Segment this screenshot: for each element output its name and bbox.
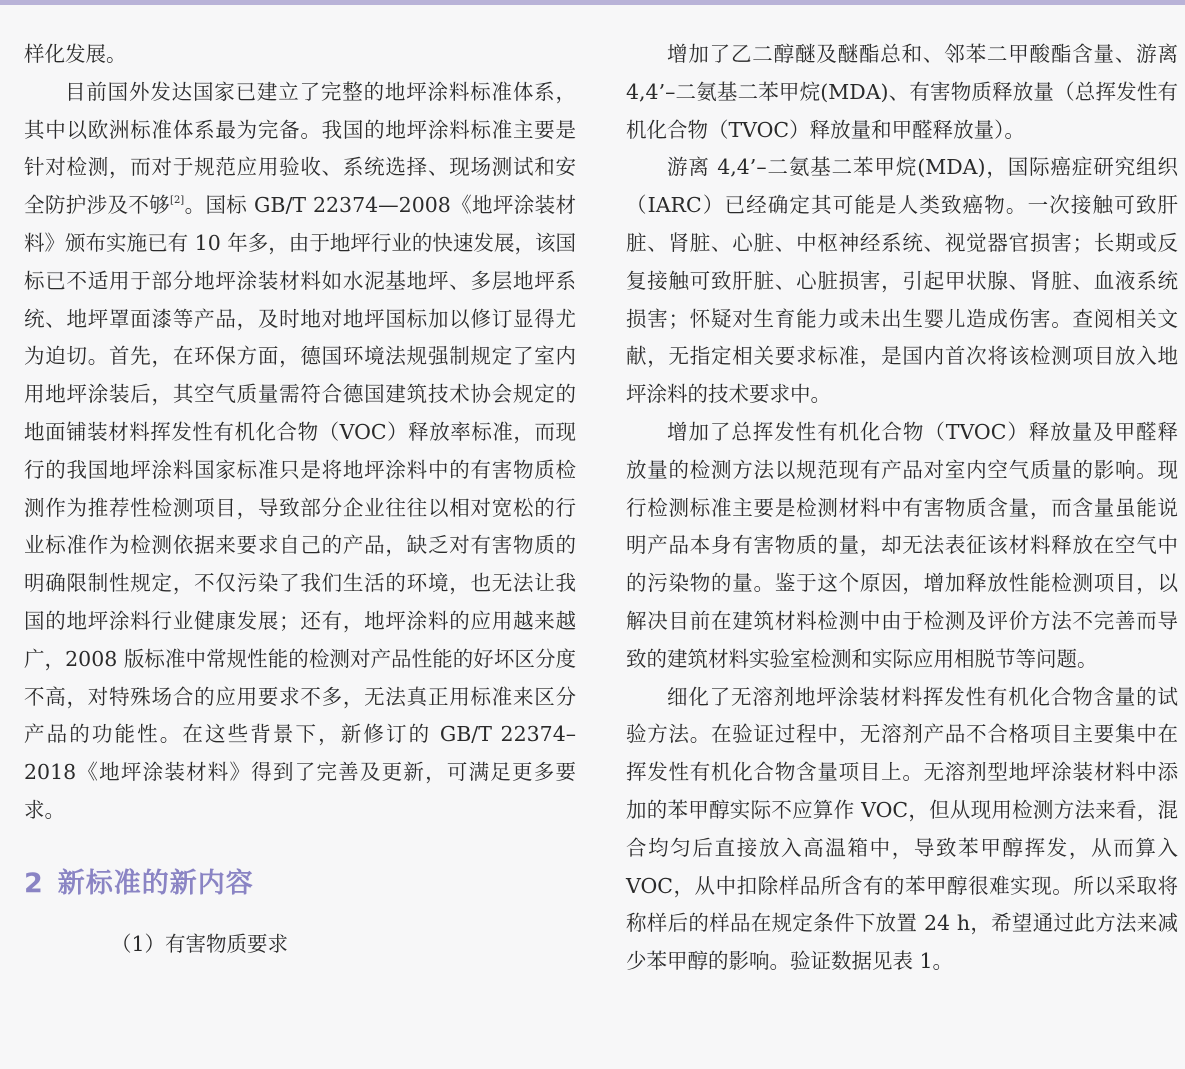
section-title: 新标准的新内容 (57, 867, 254, 899)
paragraph-solvent-free: 细化了无溶剂地坪涂装材料挥发性有机化合物含量的试验方法。在验证过程中，无溶剂产品不合格项目主要集中在挥发性有机化合物含量项目上。无溶剂型地坪涂装材料中添加的苯甲醇实际不应算作 VOC，但从现用检测方法来看，混合均匀后直接放入高温箱中，导致苯甲醇挥发，从而算入 VOC，从中扣除样品所含有的苯甲醇很难实现。所以采取将称样后的样品在规定条件下放置 24 h，希望通过此方法来减少苯甲醇的影响。验证数据见表 1。 (626, 684, 1178, 974)
paragraph-mda: 游离 4,4’–二氨基二苯甲烷(MDA)，国际癌症研究组织（IARC）已经确定其可能是人类致癌物。一次接触可致肝脏、肾脏、心脏、中枢神经系统、视觉器官损害；长期或反复接触可致肝脏、心脏损害，引起甲状腺、肾脏、血液系统损害；怀疑对生育能力或未出生婴儿造成伤害。查阅相关文献，无指定相关要求标准，是国内首次将该检测项目放入地坪涂料的技术要求中。 (626, 155, 1178, 407)
section-heading (24, 864, 576, 904)
left-column (24, 36, 576, 964)
paragraph-added-items: 增加了乙二醇醚及醚酯总和、邻苯二甲酸酯含量、游离 4,4’–二氨基二苯甲烷(MDA)、有害物质释放量（总挥发性有机化合物（TVOC）释放量和甲醛释放量）。 (626, 42, 1178, 142)
top-rule (0, 0, 1185, 5)
paragraph-background (24, 74, 576, 830)
paragraph-continuation: 样化发展。 (24, 42, 127, 66)
section-number: 2 (24, 867, 44, 899)
right-column (626, 36, 1178, 981)
subsection-heading: （1）有害物质要求 (111, 931, 289, 956)
paragraph-tvoc: 增加了总挥发性有机化合物（TVOC）释放量及甲醛释放量的检测方法以规范现有产品对室内空气质量的影响。现行检测标准主要是检测材料中有害物质含量，而含量虽能说明产品本身有害物质的量，却无法表征该材料释放在空气中的污染物的量。鉴于这个原因，增加释放性能检测项目，以解决目前在建筑材料检测中由于检测及评价方法不完善而导致的建筑材料实验室检测和实际应用相脱节等问题。 (626, 419, 1178, 671)
citation-ref[interactable]: [2] (170, 195, 185, 207)
paragraph-background-text-b: 。国标 GB/T 22374—2008《地坪涂装材料》颁布实施已有 10 年多，由于地坪行业的快速发展，该国标已不适用于部分地坪涂装材料如水泥基地坪、多层地坪系统、地坪罩面漆等产品，及时地对地坪国标加以修订显得尤为迫切。首先，在环保方面，德国环境法规强制规定了室内用地坪涂装后，其空气质量需符合德国建筑技术协会规定的地面铺装材料挥发性有机化合物（VOC）释放率标准，而现行的我国地坪涂料国家标准只是将地坪涂料中的有害物质检测作为推荐性检测项目，导致部分企业往往以相对宽松的行业标准作为检测依据来要求自己的产品，缺乏对有害物质的明确限制性规定，不仅污染了我们生活的环境，也无法让我国的地坪涂料行业健康发展；还有，地坪涂料的应用越来越广，2008 版标准中常规性能的检测对产品性能的好坏区分度不高，对特殊场合的应用要求不多，无法真正用标准来区分产品的功能性。在这些背景下，新修订的 GB/T 22374–2018《地坪涂装材料》得到了完善及更新，可满足更多要求。 (24, 193, 577, 822)
paragraph-background-text-a: 目前国外发达国家已建立了完整的地坪涂料标准体系，其中以欧洲标准体系最为完备。我国的地坪涂料标准主要是针对检测，而对于规范应用验收、系统选择、现场测试和安全防护涉及不够 (24, 79, 576, 218)
